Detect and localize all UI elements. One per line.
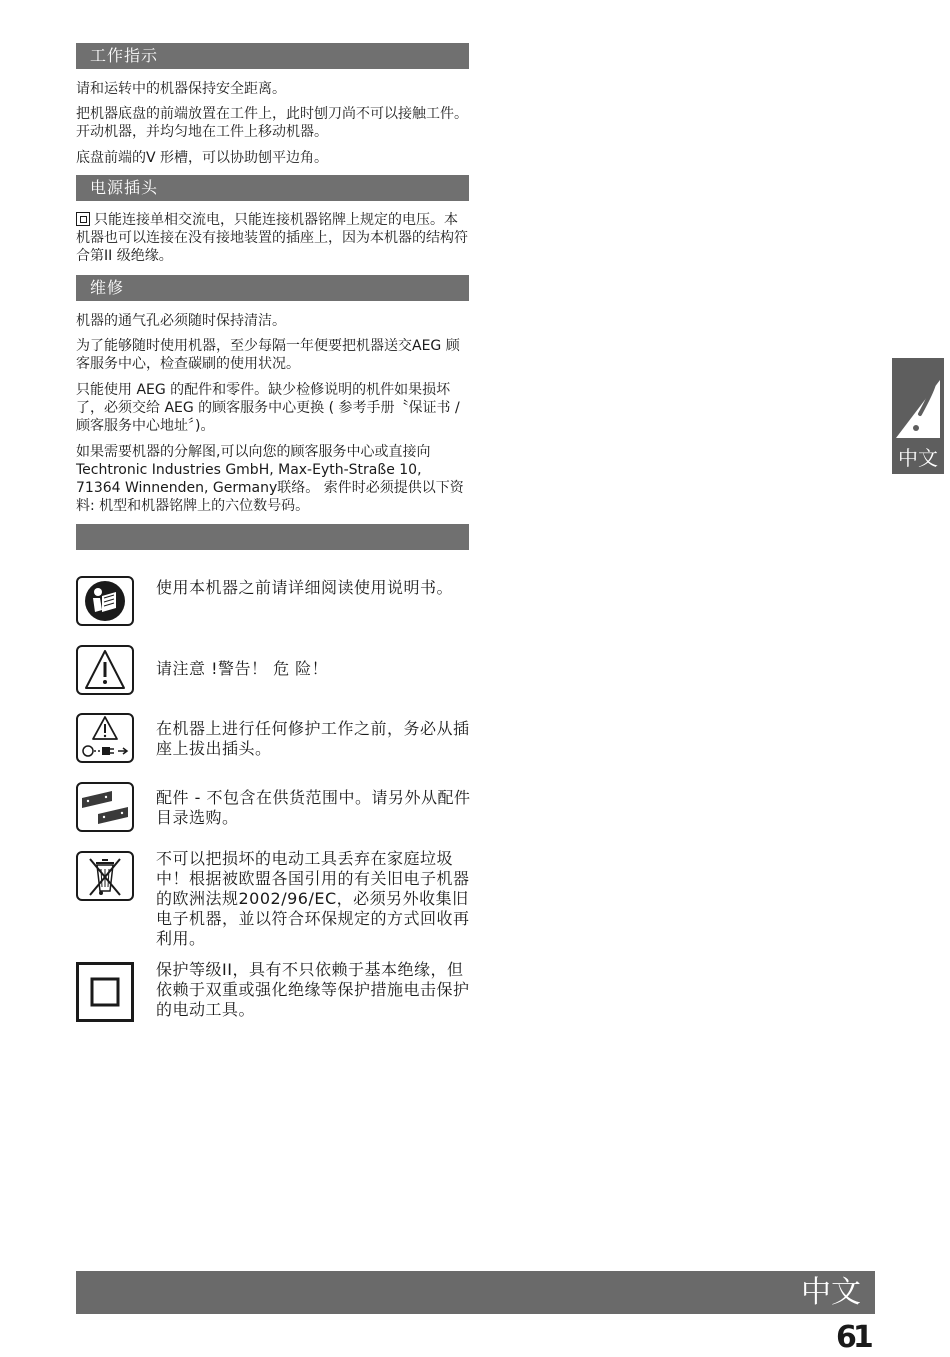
- power-paragraph-text: 只能连接单相交流电，只能连接机器铭牌上规定的电压。本机器也可以连接在没有接地装置的插座上，因为本机器的结构符合第II 级绝缘。: [76, 212, 468, 264]
- read-manual-icon: [76, 576, 134, 626]
- footer-language-label: 中文: [801, 1275, 861, 1310]
- weee-bin-icon: [76, 851, 134, 901]
- symbol-text-accessories: 配件 - 不包含在供货范围中。请另外从配件目录选购。: [156, 788, 471, 827]
- side-language-tab: [892, 358, 944, 474]
- maintenance-paragraph-3: 只能使用 AEG 的配件和零件。缺少检修说明的机件如果损坏了，必须交给 AEG 的顾客服务中心更换 ( 参考手册〝保证书 / 顾客服务中心地址〞)。: [76, 382, 460, 434]
- work-paragraph-1: 请和运转中的机器保持安全距离。: [76, 81, 286, 97]
- footer-bar: [76, 1271, 875, 1314]
- side-tab-warning-icon: [892, 358, 944, 446]
- power-paragraph: [76, 211, 469, 265]
- class-ii-icon: [76, 962, 134, 1022]
- symbol-text-read-manual: 使用本机器之前请详细阅读使用说明书。: [156, 578, 454, 597]
- warning-icon: [76, 645, 134, 695]
- work-paragraph-3: 底盘前端的V 形槽，可以协助刨平边角。: [76, 150, 329, 166]
- work-paragraph-2: 把机器底盘的前端放置在工件上，此时刨刀尚不可以接触工件。开动机器，并均匀地在工件上移动机器。: [76, 106, 468, 140]
- maintenance-paragraph-2: 为了能够随时使用机器，至少每隔一年便要把机器送交AEG 顾客服务中心，检查碳刷的使用状况。: [76, 338, 460, 372]
- maintenance-paragraph-4: 如果需要机器的分解图,可以向您的顾客服务中心或直接向 Techtronic Industries GmbH, Max-Eyth-Straße 10, 71364 Winnenden, Germany联络。 索件时必须提供以下资料: 机型和机器铭牌上的六位数号码。: [76, 444, 464, 514]
- symbol-text-unplug: 在机器上进行任何修护工作之前，务必从插座上拔出插头。: [156, 719, 470, 758]
- class-ii-inline-icon: [76, 212, 90, 226]
- section-header-symbols: [76, 524, 469, 550]
- accessories-icon: [76, 782, 134, 832]
- page-number: 61: [836, 1320, 870, 1355]
- section-header-power: 电源插头: [76, 175, 469, 201]
- section-header-work: 工作指示: [76, 43, 469, 69]
- symbol-text-class-ii: 保护等级II，具有不只依赖于基本绝缘，但依赖于双重或强化绝缘等保护措施电击保护的电动工具。: [156, 960, 470, 1019]
- unplug-icon: [76, 713, 134, 763]
- symbol-text-weee: 不可以把损坏的电动工具丢弃在家庭垃圾中！根据被欧盟各国引用的有关旧电子机器的欧洲法规2002/96/EC，必须另外收集旧电子机器，並以符合环保规定的方式回收再利用。: [156, 849, 470, 948]
- maintenance-paragraph-1: 机器的通气孔必须随时保持清洁。: [76, 313, 286, 329]
- symbol-text-warning: 请注意 !警告！ 危 险！: [156, 659, 329, 678]
- side-tab-label: 中文: [898, 446, 938, 470]
- section-header-maintenance: 维修: [76, 275, 469, 301]
